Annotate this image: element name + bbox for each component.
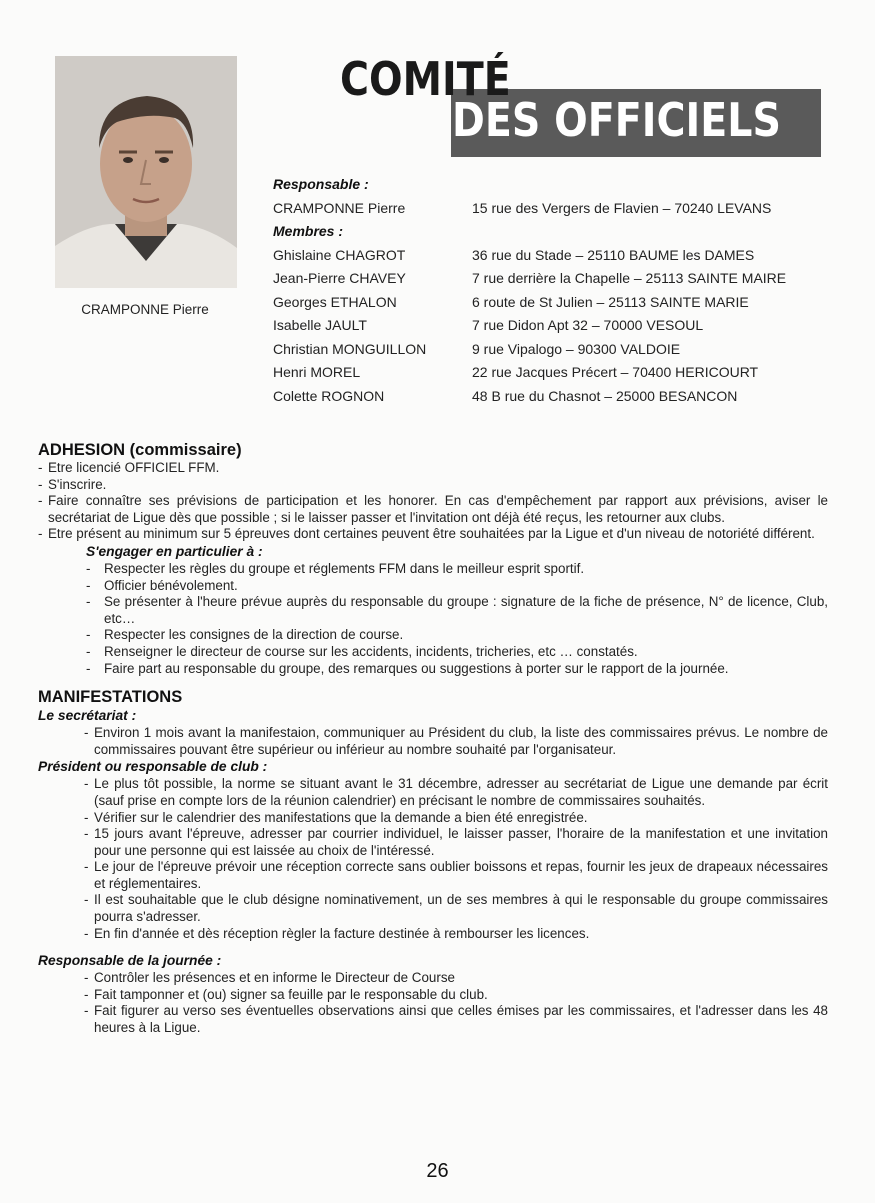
- engager-item: - Officier bénévolement.: [86, 578, 828, 595]
- journee-item: - Contrôler les présences et en informe le Directeur de Course: [84, 970, 828, 987]
- engager-item: - Faire part au responsable du groupe, des remarques ou suggestions à porter sur le rapport de la journée.: [86, 661, 828, 678]
- president-item: - Il est souhaitable que le club désigne nominativement, un de ses membres à qui le responsable du groupe commissaires pourra s'adresser.: [84, 892, 828, 925]
- adhesion-item: - S'inscrire.: [38, 477, 828, 494]
- member-name: Georges ETHALON: [273, 294, 397, 310]
- document-body: [38, 440, 828, 1037]
- member-address: 6 route de St Julien – 25113 SAINTE MARIE: [472, 294, 749, 310]
- journee-item: - Fait tamponner et (ou) signer sa feuille par le responsable du club.: [84, 987, 828, 1004]
- title-line-1: COMITÉ: [340, 52, 511, 106]
- photo-caption: CRAMPONNE Pierre: [81, 302, 209, 317]
- manifestations-heading: MANIFESTATIONS: [38, 688, 183, 707]
- president-item: - Le jour de l'épreuve prévoir une réception correcte sans oublier boissons et repas, fournir les jeux de drapeaux nécessaires et réglementaires.: [84, 859, 828, 892]
- adhesion-heading: ADHESION (commissaire): [38, 441, 242, 459]
- secretariat-item: - Environ 1 mois avant la manifestaion, communiquer au Président du club, la liste des commissaires prévus. Le nombre de commissaires pouvant être supérieur ou inférieur au nombre souhaité par l'organisateur.: [84, 725, 828, 758]
- member-name: Jean-Pierre CHAVEY: [273, 270, 406, 286]
- member-name: Colette ROGNON: [273, 388, 385, 404]
- membres-label: Membres :: [273, 223, 344, 239]
- engager-block: [38, 543, 828, 677]
- journee-block: [38, 970, 828, 1036]
- member-name: Isabelle JAULT: [273, 317, 367, 333]
- president-item: - 15 jours avant l'épreuve, adresser par courrier individuel, le laisser passer, l'horaire de la manifestation et une invitation pour une personne qui est laissée au choix de l'intéressé.: [84, 826, 828, 859]
- engager-item: - Se présenter à l'heure prévue auprès du responsable du groupe : signature de la fiche de présence, N° de licence, Club, etc…: [86, 594, 828, 627]
- engager-item: - Respecter les consignes de la direction de course.: [86, 627, 828, 644]
- member-name: Christian MONGUILLON: [273, 341, 427, 357]
- adhesion-item: - Etre présent au minimum sur 5 épreuves dont certaines peuvent être souhaitées par la Ligue et d'un niveau de notoriété différent.: [38, 526, 828, 543]
- president-item: - Le plus tôt possible, la norme se situant avant le 31 décembre, adresser au secrétariat de Ligue une demande par écrit (sauf prise en compte lors de la réunion calendrier) en précisant le nombre de commissaires souhaités.: [84, 776, 828, 809]
- president-heading: Président ou responsable de club :: [38, 759, 268, 775]
- member-name: Ghislaine CHAGROT: [273, 247, 406, 263]
- member-address: 36 rue du Stade – 25110 BAUME les DAMES: [472, 247, 755, 263]
- president-block: [38, 776, 828, 942]
- journee-heading: Responsable de la journée :: [38, 953, 222, 969]
- responsable-address: 15 rue des Vergers de Flavien – 70240 LEVANS: [472, 200, 772, 216]
- responsable-label: Responsable :: [273, 176, 369, 192]
- adhesion-item: - Faire connaître ses prévisions de participation et les honorer. En cas d'empêchement par rapport aux prévisions, aviser le secrétariat de Ligue dès que possible ; si le laisser passer et l'invitation ont déjà été reçus, les retourner aux clubs.: [38, 493, 828, 526]
- adhesion-item: - Etre licencié OFFICIEL FFM.: [38, 460, 828, 477]
- engager-item: - Respecter les règles du groupe et réglements FFM dans le meilleur esprit sportif.: [86, 561, 828, 578]
- member-name: Henri MOREL: [273, 364, 361, 380]
- portrait-photo: [55, 56, 237, 288]
- engager-item: - Renseigner le directeur de course sur les accidents, incidents, tricheries, etc … constatés.: [86, 644, 828, 661]
- engager-heading: S'engager en particulier à :: [86, 543, 263, 559]
- member-address: 7 rue Didon Apt 32 – 70000 VESOUL: [472, 317, 704, 333]
- responsable-name: CRAMPONNE Pierre: [273, 200, 406, 216]
- secretariat-heading: Le secrétariat :: [38, 708, 137, 724]
- member-address: 7 rue derrière la Chapelle – 25113 SAINTE MAIRE: [472, 270, 787, 286]
- title-line-2: DES OFFICIELS: [452, 93, 782, 147]
- journee-item: - Fait figurer au verso ses éventuelles observations ainsi que celles émises par les commissaires, et l'adresser dans les 48 heures à la Ligue.: [84, 1003, 828, 1036]
- secretariat-block: [38, 725, 828, 758]
- member-address: 48 B rue du Chasnot – 25000 BESANCON: [472, 388, 738, 404]
- president-item: - Vérifier sur le calendrier des manifestations que la demande a bien été enregistrée.: [84, 810, 828, 827]
- member-address: 9 rue Vipalogo – 90300 VALDOIE: [472, 341, 681, 357]
- member-address: 22 rue Jacques Précert – 70400 HERICOURT: [472, 364, 759, 380]
- president-item: - En fin d'année et dès réception règler la facture destinée à rembourser les licences.: [84, 926, 828, 943]
- page-number: 26: [426, 1160, 449, 1182]
